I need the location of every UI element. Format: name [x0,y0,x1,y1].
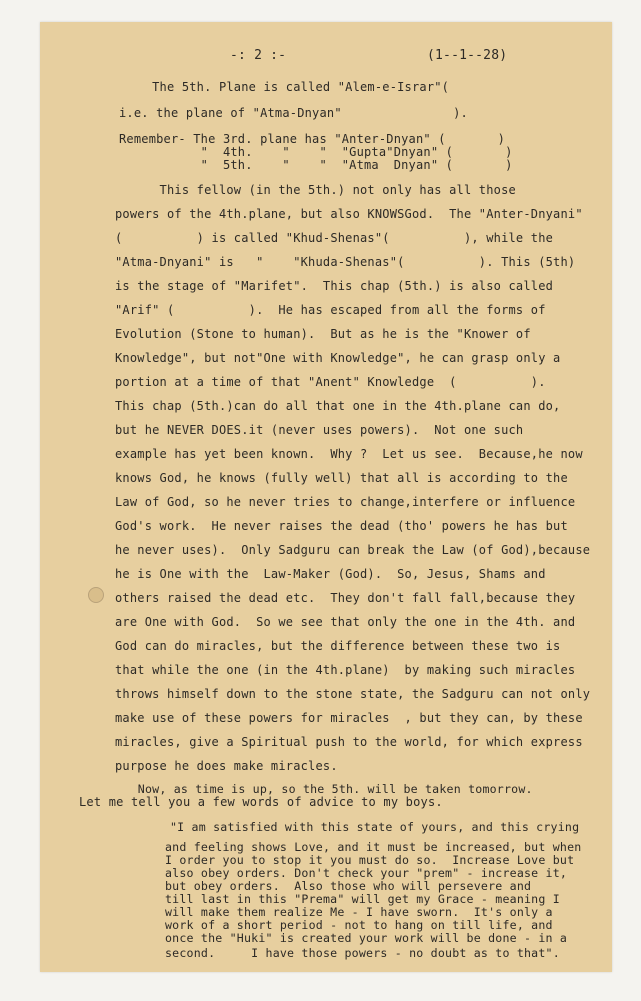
body-line: ( ) is called "Khud-Shenas"( ), while the [115,231,554,245]
body-line: throws himself down to the stone state, the Sadguru can not only [115,687,591,701]
quote-line: will make them realize Me - I have sworn. It's only a [165,905,553,919]
punch-hole [88,587,104,603]
body-line: he never uses). Only Sadguru can break the Law (of God),because [115,543,591,557]
quote-line: and feeling shows Love, and it must be increased, but when [165,840,582,854]
body-line: The 5th. Plane is called "Alem-e-Israr"( [115,80,450,94]
quote-line: second. I have those powers - no doubt as to that". [165,946,560,960]
body-line: This chap (5th.)can do all that one in the 4th.plane can do, [115,399,561,413]
body-line: God's work. He never raises the dead (tho' powers he has but [115,519,568,533]
body-line: that while the one (in the 4th.plane) by making such miracles [115,663,576,677]
quote-line: once the "Huki" is created your work will be done - in a [165,931,568,945]
body-line: " 4th. " " "Gupta"Dnyan" ( ) [119,145,513,159]
body-line: purpose he does make miracles. [115,759,338,773]
body-line: portion at a time of that "Anent" Knowledge ( ). [115,375,546,389]
body-line: others raised the dead etc. They don't fall fall,because they [115,591,576,605]
body-line: make use of these powers for miracles , but they can, by these [115,711,583,725]
quote-line: work of a short period - not to hang on till life, and [165,918,553,932]
body-line: Law of God, so he never tries to change,interfere or influence [115,495,576,509]
body-line: example has yet been known. Why ? Let us see. Because,he now [115,447,583,461]
body-line: knows God, he knows (fully well) that all is according to the [115,471,568,485]
quote-line: but obey orders. Also those who will persevere and [165,879,532,893]
closing-line: Let me tell you a few words of advice to my boys. [79,795,443,809]
body-line: powers of the 4th.plane, but also KNOWSGod. The "Anter-Dnyani" [115,207,583,221]
body-line: " 5th. " " "Atma Dnyan" ( ) [119,158,513,172]
body-line: miracles, give a Spiritual push to the world, for which express [115,735,583,749]
quote-line: till last in this "Prema" will get my Grace - meaning I [165,892,560,906]
quote-line: I order you to stop it you must do so. Increase Love but [165,853,575,867]
body-line: he is One with the Law-Maker (God). So, Jesus, Shams and [115,567,546,581]
body-line: This fellow (in the 5th.) not only has all those [115,183,516,197]
body-line: i.e. the plane of "Atma-Dnyan" ). [119,106,468,120]
page-date: (1--1--28) [427,48,508,63]
quote-line: "I am satisfied with this state of yours, and this crying [170,820,580,834]
body-line: Remember- The 3rd. plane has "Anter-Dnyan" ( ) [119,132,506,146]
body-line: is the stage of "Marifet". This chap (5th.) is also called [115,279,554,293]
quote-line: also obey orders. Don't check your "prem" - increase it, [165,866,568,880]
body-line: Knowledge", but not"One with Knowledge", he can grasp only a [115,351,561,365]
page-number: -: 2 :- [230,48,287,63]
body-line: are One with God. So we see that only the one in the 4th. and [115,615,576,629]
body-line: but he NEVER DOES.it (never uses powers). Not one such [115,423,524,437]
body-line: "Atma-Dnyani" is " "Khuda-Shenas"( ). This (5th) [115,255,576,269]
body-line: Evolution (Stone to human). But as he is the "Knower of [115,327,531,341]
body-line: God can do miracles, but the difference between these two is [115,639,561,653]
closing-line: Now, as time is up, so the 5th. will be taken tomorrow. [66,782,533,796]
body-line: "Arif" ( ). He has escaped from all the forms of [115,303,546,317]
